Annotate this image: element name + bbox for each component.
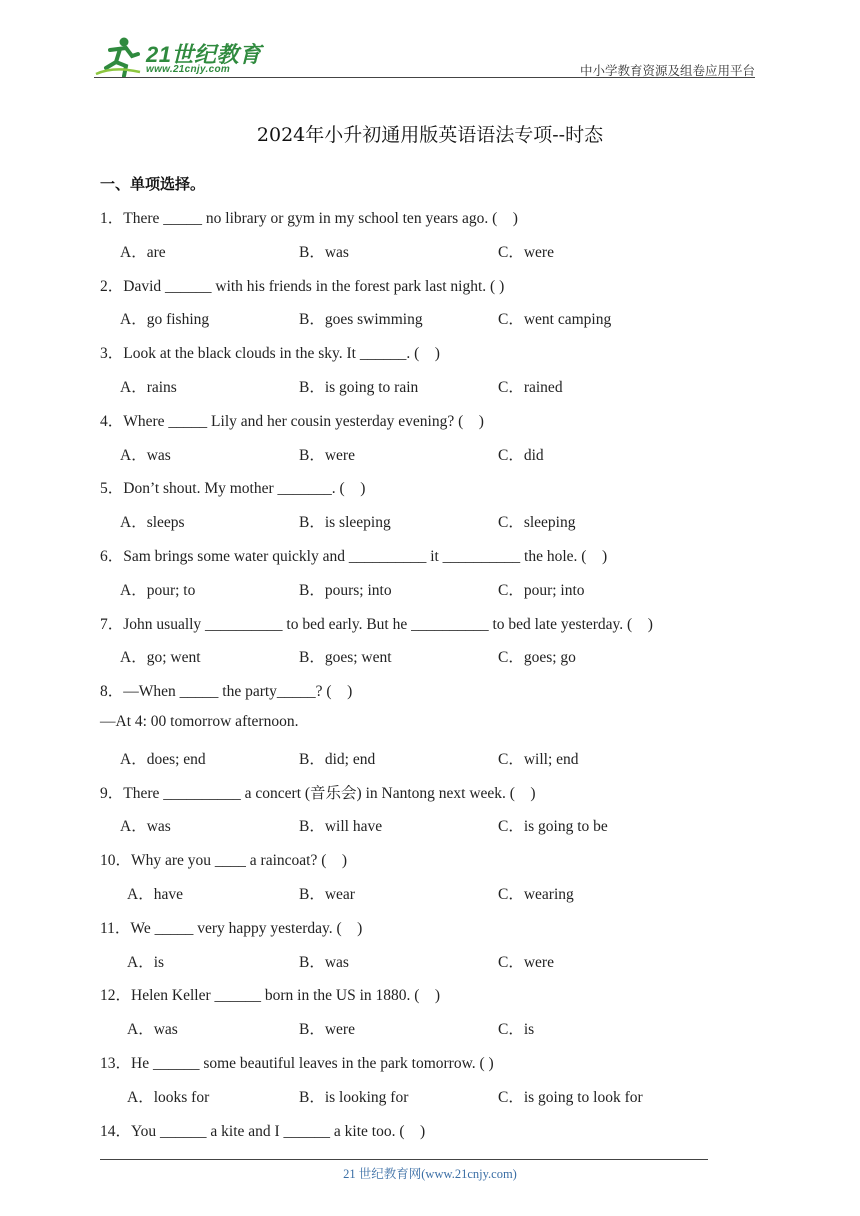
header-divider [94,77,755,78]
question-text: 12．Helen Keller ______ born in the US in 1880. ( ) [100,987,441,1005]
answer-option-a[interactable]: A．was [120,818,171,836]
question-text: 4．Where _____ Lily and her cousin yesterday evening? ( ) [100,412,484,430]
answer-option-c[interactable]: C．goes; go [498,649,576,667]
answer-option-a[interactable]: A．go; went [120,649,201,667]
answer-option-a[interactable]: A．does; end [120,750,206,768]
site-logo[interactable] [94,36,264,80]
answer-option-c[interactable]: C．did [498,446,544,464]
answer-option-b[interactable]: B．is going to rain [299,379,419,396]
runner-icon [94,36,144,78]
answer-option-b[interactable]: B．goes; went [299,649,392,667]
question-text: 3．Look at the black clouds in the sky. It ______. ( ) [100,345,440,363]
answer-option-b[interactable]: B．were [299,1021,355,1039]
answer-option-a[interactable]: A．have [127,886,183,903]
answer-option-a[interactable]: A．was [127,1021,178,1039]
answer-option-b[interactable]: B．is looking for [299,1088,409,1106]
question-text: 1．There _____ no library or gym in my school ten years ago. ( ) [100,210,518,227]
answer-option-c[interactable]: C．rained [498,379,563,396]
section-heading: 一、单项选择。 [100,175,206,193]
answer-option-a[interactable]: A．rains [120,379,177,396]
answer-option-b[interactable]: B．will have [299,818,383,836]
footer-divider [100,1159,708,1160]
question-text: 5．Don’t shout. My mother _______. ( ) [100,480,366,498]
question-text: 6．Sam brings some water quickly and __________ it __________ the hole. ( ) [100,548,608,565]
answer-option-b[interactable]: B．is sleeping [299,514,391,532]
answer-option-a[interactable]: A．pour; to [120,581,196,599]
answer-option-b[interactable]: B．pours; into [299,581,392,599]
answer-option-c[interactable]: C．went camping [498,311,612,329]
answer-option-c[interactable]: C．will; end [498,750,579,768]
question-text: 8．—When _____ the party_____? ( ) [100,683,353,701]
answer-option-c[interactable]: C．were [498,243,554,261]
header-tagline: 中小学教育资源及组卷应用平台 [579,63,755,78]
answer-option-c[interactable]: C．is [498,1021,535,1039]
answer-option-c[interactable]: C．sleeping [498,514,576,532]
question-text: 11．We _____ very happy yesterday. ( ) [100,919,363,937]
answer-option-c[interactable]: C．were [498,953,554,971]
answer-option-a[interactable]: A．sleeps [120,514,185,532]
page-title: 2024年小升初通用版英语语法专项--时态 [256,124,604,146]
question-text: 13．He ______ some beautiful leaves in the park tomorrow. ( ) [100,1055,494,1072]
question-text: 2．David ______ with his friends in the forest park last night. ( ) [100,277,505,295]
answer-option-c[interactable]: C．wearing [498,886,574,903]
question-text: 9．There __________ a concert (音乐会) in Nantong next week. ( ) [100,784,536,802]
answer-option-a[interactable]: A．are [120,243,166,261]
question-text: 10．Why are you ____ a raincoat? ( ) [100,852,348,870]
footer-link[interactable]: 21 世纪教育网(www.21cnjy.com) [343,1167,517,1181]
question-extra-text: —At 4: 00 tomorrow afternoon. [100,713,299,730]
logo-url: www.21cnjy.com [146,64,231,75]
answer-option-b[interactable]: B．goes swimming [299,311,423,329]
question-text: 14．You ______ a kite and I ______ a kite too. ( ) [100,1122,426,1140]
answer-option-b[interactable]: B．was [299,953,349,971]
answer-option-b[interactable]: B．wear [299,886,355,903]
answer-option-c[interactable]: C．is going to be [498,818,608,836]
answer-option-c[interactable]: C．is going to look for [498,1088,643,1106]
answer-option-a[interactable]: A．is [127,953,165,971]
answer-option-b[interactable]: B．was [299,243,349,261]
question-text: 7．John usually __________ to bed early. But he __________ to bed late yesterday. ( ) [100,615,653,633]
answer-option-a[interactable]: A．was [120,446,171,464]
answer-option-a[interactable]: A．looks for [127,1088,210,1106]
answer-option-b[interactable]: B．did; end [299,750,376,768]
answer-option-b[interactable]: B．were [299,446,355,464]
logo-text: 21世纪教育 [146,42,262,67]
answer-option-c[interactable]: C．pour; into [498,581,585,599]
answer-option-a[interactable]: A．go fishing [120,311,210,329]
